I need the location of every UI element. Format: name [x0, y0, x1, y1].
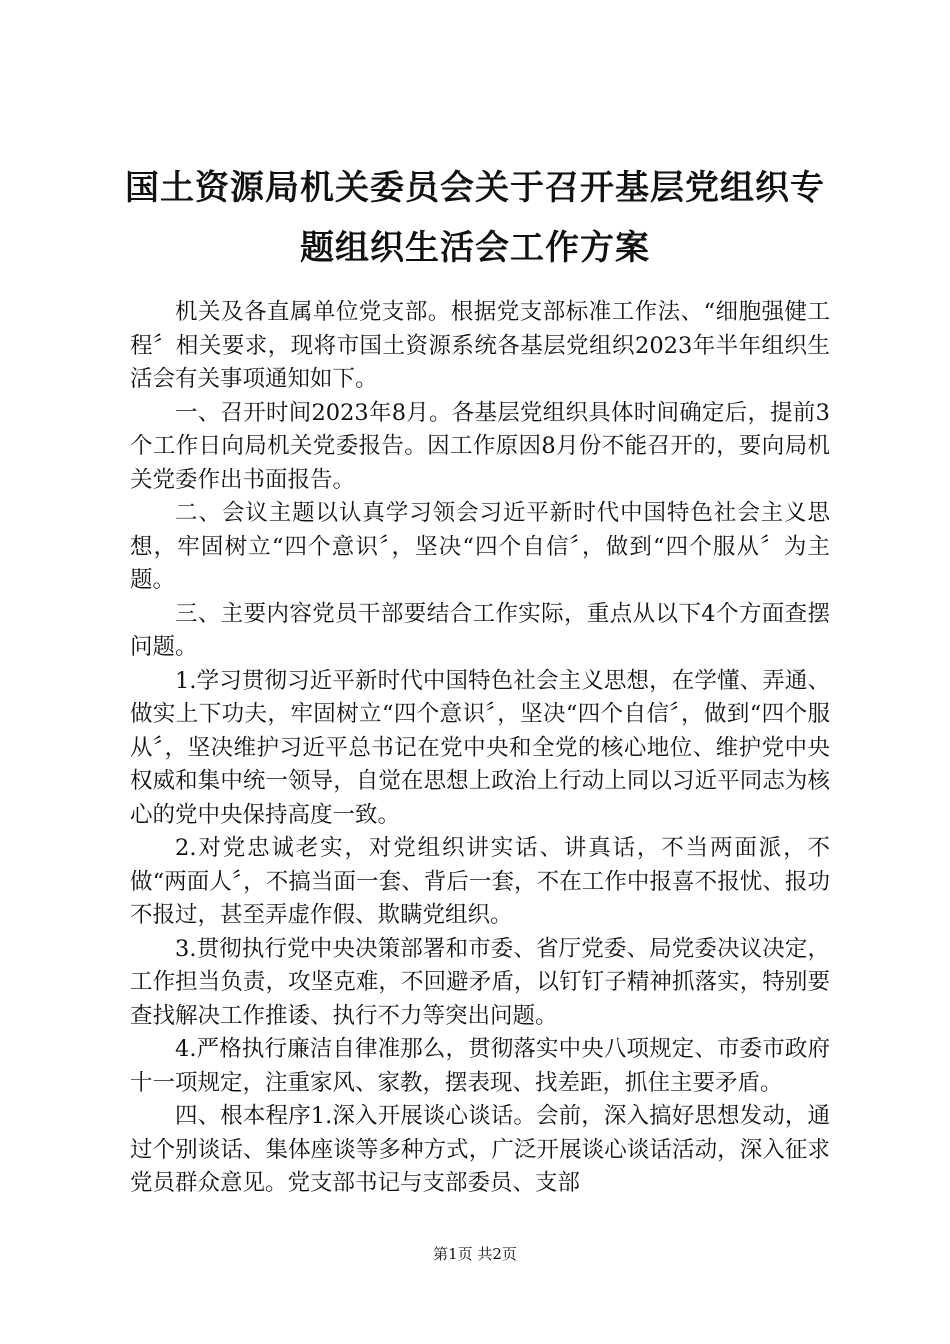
- paragraph-section-3-content: 三、主要内容党员干部要结合工作实际，重点从以下4个方面查摆问题。: [130, 600, 830, 660]
- paragraph-item-2: 2.对党忠诚老实，对党组织讲实话、讲真话，不当两面派，不做“两面人〞，不搞当面一套、背后一套，不在工作中报喜不报忧、报功不报过，甚至弄虚作假、欺瞒党组织。: [130, 835, 830, 928]
- paragraph-section-4-procedure: 四、根本程序1.深入开展谈心谈话。会前，深入搞好思想发动，通过个别谈话、集体座谈等多种方式，广泛开展谈心谈话活动，深入征求党员群众意见。党支部书记与支部委员、支部: [130, 1103, 830, 1196]
- page-footer: 第1页 共2页: [433, 1245, 517, 1263]
- paragraph-intro: 机关及各直属单位党支部。根据党支部标准工作法、“细胞强健工程〞相关要求，现将市国土资源系统各基层党组织2023年半年组织生活会有关事项通知如下。: [130, 299, 830, 392]
- paragraph-section-2-theme: 二、会议主题以认真学习领会习近平新时代中国特色社会主义思想，牢固树立“四个意识〞，坚决“四个自信〞，做到“四个服从〞为主题。: [130, 500, 830, 593]
- paragraph-item-4: 4.严格执行廉洁自律准那么，贯彻落实中央八项规定、市委市政府十一项规定，注重家风、家教，摆表现、找差距，抓住主要矛盾。: [130, 1036, 830, 1096]
- paragraph-item-3: 3.贯彻执行党中央决策部署和市委、省厅党委、局党委决议决定，工作担当负责，攻坚克难，不回避矛盾，以钉钉子精神抓落实，特别要查找解决工作推诿、执行不力等突出问题。: [130, 935, 830, 1029]
- paragraph-item-1: 1.学习贯彻习近平新时代中国特色社会主义思想，在学懂、弄通、做实上下功夫，牢固树立“四个意识〞，坚决“四个自信〞，做到“四个服从〞，坚决维护习近平总书记在党中央和全党的核心地位、维护党中央权威和集中统一领导，自觉在思想上政治上行动上同以习近平同志为核心的党中央保持高度一致。: [130, 667, 830, 828]
- paragraph-section-1-time: 一、召开时间2023年8月。各基层党组织具体时间确定后，提前3个工作日向局机关党委报告。因工作原因8月份不能召开的，要向局机关党委作出书面报告。: [130, 399, 830, 493]
- document-title: 国土资源局机关委员会关于召开基层党组织专题组织生活会工作方案: [125, 168, 825, 268]
- document-body: [130, 296, 830, 1201]
